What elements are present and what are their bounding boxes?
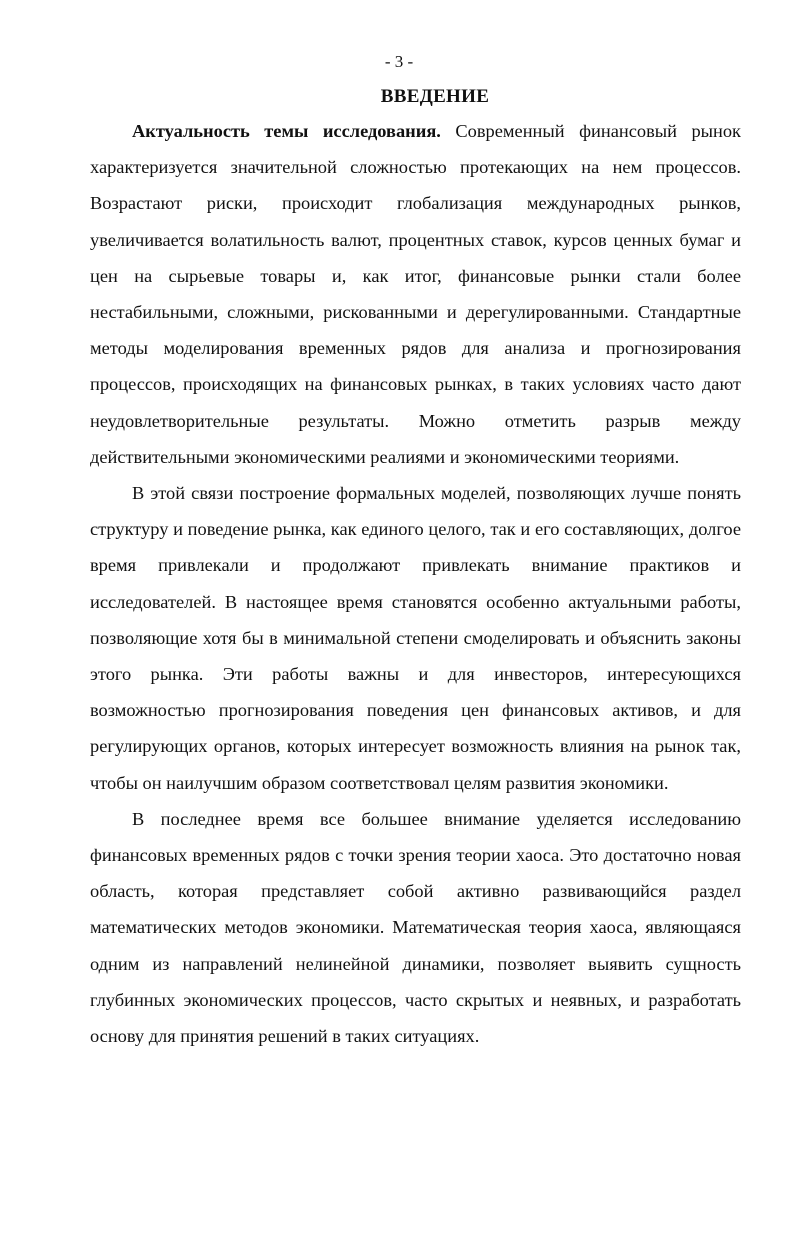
page-number: - 3 - xyxy=(384,52,414,71)
section-title: ВВЕДЕНИЕ xyxy=(380,86,490,107)
paragraph-models: В этой связи построение формальных моделей, позволяющих лучше понять структуру и поведение рынка, как единого целого, так и его составляющих, долгое время привлекали и продолжают привлекать внимание практиков и исследователей. В настоящее время становятся особенно актуальными работы, позволяющие хотя бы в минимальной степени смоделировать и объяснить законы этого рынка. Эти работы важны и для инвесторов, интересующихся возможностью прогнозирования поведения цен финансовых активов, и для регулирующих органов, которых интересует возможность влияния на рынок так, чтобы он наилучшим образом соответствовал целям развития экономики. xyxy=(90,483,741,793)
relevance-lead: Актуальность темы исследования. xyxy=(132,121,441,141)
document-body xyxy=(90,113,741,1054)
relevance-text: Современный финансовый рынок характеризуется значительной сложностью протекающих на нем процессов. Возрастают риски, происходит глобализация международных рынков, увеличивается волатильность валют, процентных ставок, курсов ценных бумаг и цен на сырьевые товары и, как итог, финансовые рынки стали более нестабильными, сложными, рискованными и дерегулированными. Стандартные методы моделирования временных рядов для анализа и прогнозирования процессов, происходящих на финансовых рынках, в таких условиях часто дают неудовлетворительные результаты. Можно отметить разрыв между действительными экономическими реалиями и экономическими теориями. xyxy=(90,121,741,467)
paragraph-relevance xyxy=(90,113,741,475)
paragraph-chaos-theory: В последнее время все большее внимание уделяется исследованию финансовых временных рядов с точки зрения теории хаоса. Это достаточно новая область, которая представляет собой активно развивающийся раздел математических методов экономики. Математическая теория хаоса, являющаяся одним из направлений нелинейной динамики, позволяет выявить сущность глубинных экономических процессов, часто скрытых и неявных, и разработать основу для принятия решений в таких ситуациях. xyxy=(90,808,741,1047)
